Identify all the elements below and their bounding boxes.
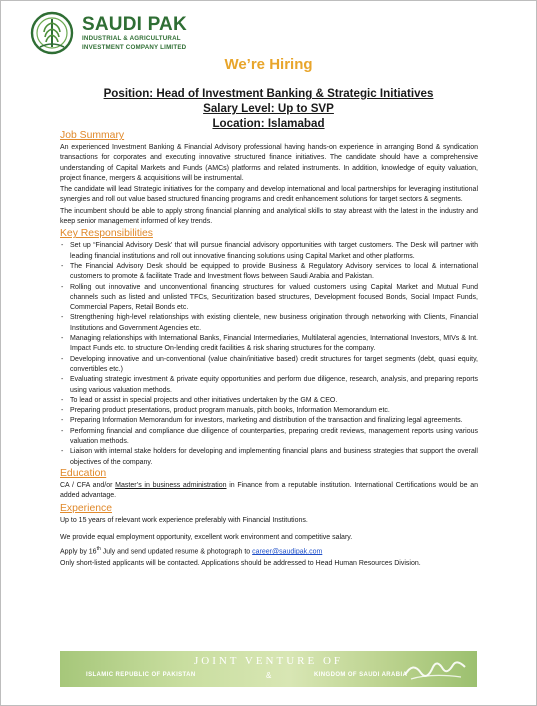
- job-summary-paragraph: An experienced Investment Banking & Financial Advisory professional having hands-on experience in arranging Bond & syndication transactions for corporates and executing innovative structured finance initiatives. The candidate should have a comprehensive understanding of Capital Markets and Funds (AMCs) platforms and related instruments. In addition, knowledge of equity valuation, project finance, mergers & acquisitions will be instrumental.: [60, 144, 478, 182]
- section-title-key-responsibilities: Key Responsibilities: [60, 228, 153, 240]
- closing-line-apply: [60, 544, 478, 558]
- career-email-link[interactable]: career@saudipak.com: [252, 548, 323, 556]
- list-item: - To lead or assist in special projects and other initiatives undertaken by the GM & CEO.: [70, 396, 478, 406]
- closing-line-shortlist: Only short-listed applicants will be contacted. Applications should be addressed to Head Human Resources Division.: [60, 559, 421, 567]
- apply-text-start: Apply by 16: [60, 548, 97, 556]
- arabic-calligraphy-icon: [401, 655, 471, 683]
- apply-text-mid: July and send updated resume & photograph to: [100, 548, 253, 556]
- position-title: Position: Head of Investment Banking & Strategic Initiatives: [103, 87, 434, 100]
- closing-line-equal-opportunity: We provide equal employment opportunity, excellent work environment and competitive salary.: [60, 533, 353, 541]
- header: [28, 10, 187, 56]
- job-location: Location: Islamabad: [212, 117, 325, 130]
- list-item: - Liaison with internal stake holders for developing and implementing financial plans and business strategies that support the overall objectives of the company.: [70, 447, 478, 468]
- list-item: - Managing relationships with International Banks, Financial Intermediaries, Multilateral agencies, International Investors, MIVs & Int. Impact Funds etc. to structure On-lending credit facilities & risk sharing structures for the company.: [70, 334, 478, 355]
- joint-venture-banner: [60, 651, 477, 687]
- list-item: - Developing innovative and un-conventional (value chain/initiative based) credit structures for target segments (debt, quasi equity, convertibles etc.): [70, 355, 478, 376]
- list-item: - Set up “Financial Advisory Desk’ that will pursue financial advisory opportunities with target customers. The Desk will partner with leading financial institutions and roll out innovative financing solutions using Capital Market and other platforms.: [70, 241, 478, 262]
- list-item: - Strengthening high-level relationships with existing clientele, new business origination through networking with Clients, Financial Institutions and Government Agencies etc.: [70, 313, 478, 334]
- country-saudi-arabia: KINGDOM OF SAUDI ARABIA: [314, 672, 408, 678]
- list-item: - Rolling out innovative and unconventional financing structures for valued customers using Capital Market and Mutual Fund channels such as listed and unlisted TFCs, Securitization based structures, Development focused Bonds, Social Impact Funds, Commercial Papers, Retail Bonds etc.: [70, 283, 478, 314]
- list-item: - Evaluating strategic investment & private equity opportunities and perform due diligence, research, analysis, and preparing reports using various valuation methods.: [70, 375, 478, 396]
- ampersand: &: [266, 671, 272, 680]
- brand-name: SAUDI PAK: [82, 14, 187, 36]
- section-title-education: Education: [60, 467, 107, 479]
- education-text-start: CA / CFA and/or: [60, 481, 116, 489]
- salary-level: Salary Level: Up to SVP: [203, 102, 334, 115]
- section-title-job-summary: Job Summary: [60, 130, 125, 141]
- country-pakistan: ISLAMIC REPUBLIC OF PAKISTAN: [86, 672, 196, 678]
- saudi-pak-logo-icon: [28, 11, 76, 55]
- position-block: [0, 86, 537, 131]
- job-summary-paragraph: The incumbent should be able to apply strong financial planning and analytical skills to stay abreast with the latest in the industry and keep senior management informed of key trends.: [60, 207, 478, 226]
- experience-text: Up to 15 years of relevant work experience preferably with Financial Institutions.: [60, 516, 308, 524]
- main-content: [60, 130, 478, 570]
- education-degree: Master’s in business administration: [115, 481, 227, 489]
- hiring-title: We’re Hiring: [224, 56, 313, 73]
- brand-sub-line-2: INVESTMENT COMPANY LIMITED: [82, 43, 187, 51]
- list-item: - Performing financial and compliance due diligence of counterparties, preparing credit reviews, management reports using various valuation methods.: [70, 427, 478, 448]
- section-title-experience: Experience: [60, 502, 112, 514]
- joint-venture-title: JOINT VENTURE OF: [193, 655, 344, 667]
- list-item: - Preparing Information Memorandum for investors, marketing and distribution of the transaction and finalizing legal agreements.: [70, 416, 478, 426]
- brand-sub-line-1: INDUSTRIAL & AGRICULTURAL: [82, 35, 181, 43]
- list-item: - Preparing product presentations, product program manuals, pitch books, Information Memorandum etc.: [70, 406, 478, 416]
- brand-text: [82, 15, 187, 50]
- job-summary-paragraph: The candidate will lead Strategic initiatives for the company and develop international and local partnerships for leveraging institutional synergies and roll out value based structured financing programs and credit enhancement solutions for target sectors & segments.: [60, 186, 478, 204]
- apply-date-suffix: th: [96, 546, 101, 553]
- education-text-end: in Finance from a reputable institution. International Certifications would be an added advantage.: [60, 481, 478, 500]
- responsibilities-list: [60, 241, 478, 468]
- education-text: [60, 481, 478, 502]
- list-item: - The Financial Advisory Desk should be equipped to provide Business & Regulatory Advisory services to local & international customers to promote & facilitate Trade and Investment flows between Saudi Arabia and Pakistan.: [70, 262, 478, 283]
